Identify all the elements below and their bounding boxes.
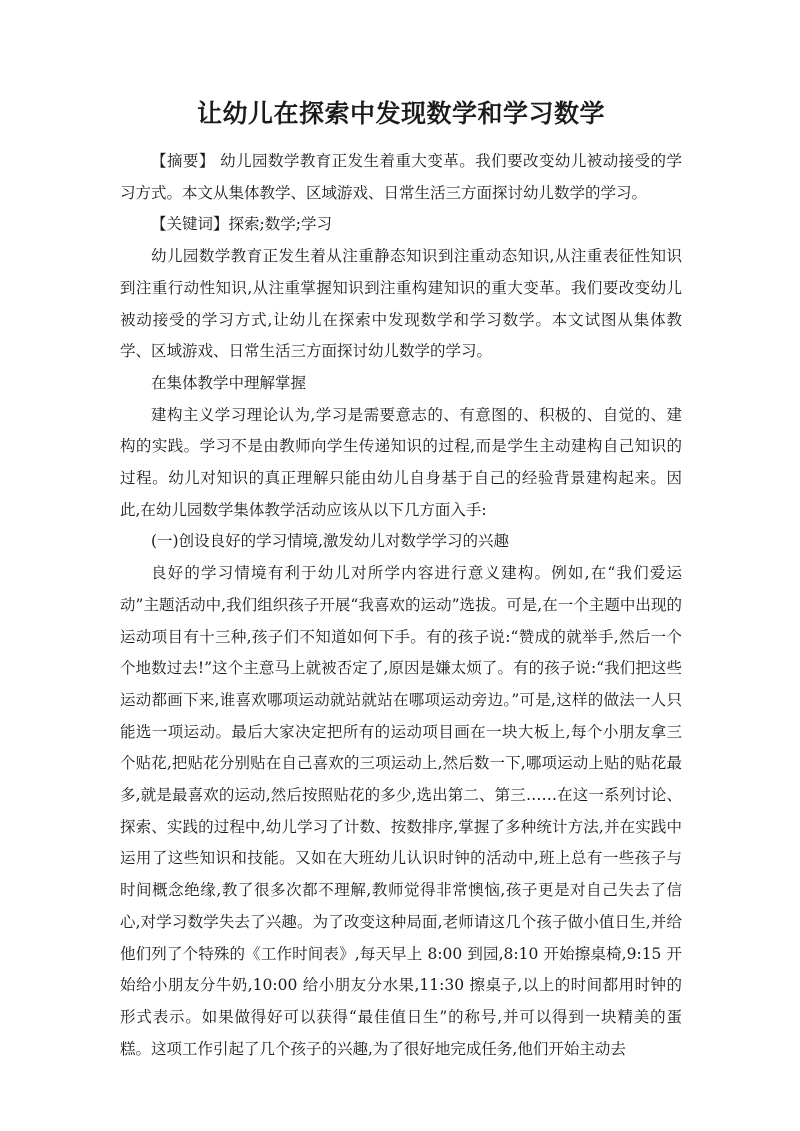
constructivism-paragraph: 建构主义学习理论认为,学习是需要意志的、有意图的、积极的、自觉的、建构的实践。学习不是由教师向学生传递知识的过程,而是学生主动建构自己知识的过程。幼儿对知识的真正理解只能由幼儿自身基于自己的经验背景建构起来。因此,在幼儿园数学集体教学活动应该从以下几方面入手:: [120, 405, 682, 519]
keywords-label: 【关键词】: [151, 215, 229, 234]
document-title: 让幼儿在探索中发现数学和学习数学: [196, 99, 605, 128]
subsection-heading-learning-situation: (一)创设良好的学习情境,激发幼儿对数学学习的兴趣: [151, 532, 510, 551]
abstract-text: 幼儿园数学教育正发生着重大变革。我们要改变幼儿被动接受的学习方式。本文从集体教学、区域游戏、日常生活三方面探讨幼儿数学的学习。: [120, 152, 682, 202]
keywords-paragraph: [120, 209, 682, 241]
keywords-text: 探索;数学;学习: [228, 215, 332, 234]
abstract-paragraph: [120, 146, 682, 209]
intro-paragraph: 幼儿园数学教育正发生着从注重静态知识到注重动态知识,从注重表征性知识到注重行动性知识,从注重掌握知识到注重构建知识的重大变革。我们要改变幼儿被动接受的学习方式,让幼儿在探索中发现数学和学习数学。本文试图从集体教学、区域游戏、日常生活三方面探讨幼儿数学的学习。: [120, 247, 682, 361]
abstract-label: 【摘要】: [151, 152, 215, 170]
section-heading-collective-teaching: 在集体教学中理解掌握: [151, 373, 307, 392]
example-paragraph: 良好的学习情境有利于幼儿对所学内容进行意义建构。例如,在“我们爱运动”主题活动中,我们组织孩子开展“我喜欢的运动”选拔。可是,在一个主题中出现的运动项目有十三种,孩子们不知道如何下手。有的孩子说:“赞成的就举手,然后一个个地数过去!”这个主意马上就被否定了,原因是嫌太烦了。有的孩子说:“我们把这些运动都画下来,谁喜欢哪项运动就站就站在哪项运动旁边。”可是,这样的做法一人只能选一项运动。最后大家决定把所有的运动项目画在一块大板上,每个小朋友拿三个贴花,把贴花分别贴在自己喜欢的三项运动上,然后数一下,哪项运动上贴的贴花最多,就是最喜欢的运动,然后按照贴花的多少,选出第二、第三……在这一系列讨论、探索、实践的过程中,幼儿学习了计数、按数排序,掌握了多种统计方法,并在实践中运用了这些知识和技能。又如在大班幼儿认识时钟的活动中,班上总有一些孩子与时间概念绝缘,教了很多次都不理解,教师觉得非常懊恼,孩子更是对自己失去了信心,对学习数学失去了兴趣。为了改变这种局面,老师请这几个孩子做小值日生,并给他们列了个特殊的《工作时间表》,每天早上 8:00 到园,8:10 开始擦桌椅,9:15 开始给小朋友分牛奶,10:00 给小朋友分水果,11:30 擦桌子,以上的时间都用时钟的形式表示。如果做得好可以获得“最佳值日生”的称号,并可以得到一块精美的蛋糕。这项工作引起了几个孩子的兴趣,为了很好地完成任务,他们开始主动去: [120, 564, 682, 1058]
